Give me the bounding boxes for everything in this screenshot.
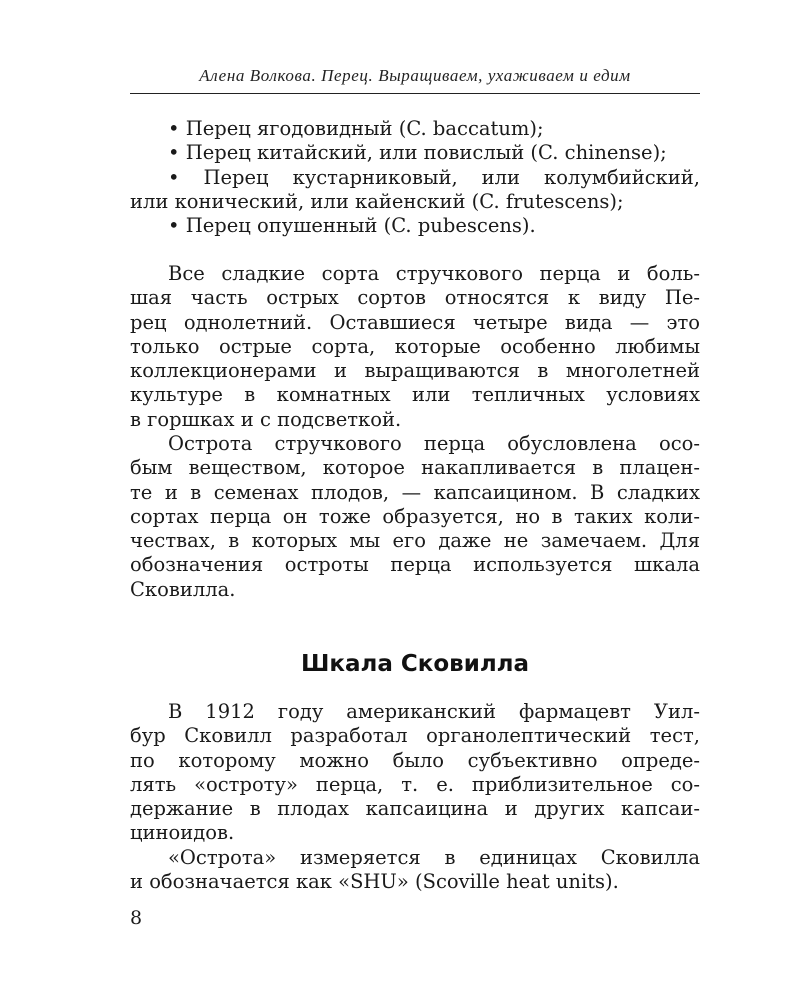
header-divider (130, 93, 700, 94)
text-line: культуре в комнатных или тепличных условиях (130, 383, 700, 407)
text-line: коллекционерами и выращиваются в многолетней (130, 359, 700, 383)
text-line: только острые сорта, которые особенно любимы (130, 334, 700, 358)
list-item-frutescens-line-1: • Перец кустарниковый, или колумбийский, (168, 165, 700, 189)
list-item-frutescens-line-2: или конический, или кайенский (C. frutescens); (130, 189, 624, 213)
species-list (130, 117, 700, 238)
list-item-chinense: • Перец китайский, или повислый (C. chinense); (168, 141, 667, 165)
text-line: лять «остроту» перца, т. е. приблизительное со- (130, 772, 700, 796)
text-line: «Острота» измеряется в единицах Сковилла (168, 846, 700, 869)
text-line: те и в семенах плодов, — капсаицином. В сладких (130, 480, 700, 504)
running-header: Алена Волкова. Перец. Выращиваем, ухаживаем и едим (199, 66, 631, 85)
list-item-baccatum: • Перец ягодовидный (C. baccatum); (168, 117, 544, 140)
text-line: и обозначается как «SHU» (Scoville heat units). (130, 870, 619, 894)
text-line: Сковилла. (130, 577, 236, 601)
text-line: бур Сковилл разработал органолептический тест, (130, 724, 700, 748)
text-line: Все сладкие сорта стручкового перца и боль- (168, 262, 700, 285)
list-item-pubescens: • Перец опушенный (C. pubescens). (168, 214, 536, 238)
text-line: бым веществом, которое накапливается в плацен- (130, 456, 700, 480)
text-line: держание в плодах капсаицина и других капсаи- (130, 797, 700, 821)
text-line: по которому можно было субъективно опреде- (130, 748, 700, 772)
text-line: чествах, в которых мы его даже не замечаем. Для (130, 529, 700, 553)
paragraph-shu-units (130, 846, 700, 895)
text-line: рец однолетний. Оставшиеся четыре вида — это (130, 310, 700, 334)
text-line: шая часть острых сортов относятся к виду Пе- (130, 286, 700, 310)
paragraph-sweet-varieties (130, 262, 700, 432)
page-number: 8 (130, 907, 143, 929)
text-line: обозначения остроты перца используется шкала (130, 553, 700, 577)
text-line: циноидов. (130, 821, 235, 845)
section-heading: Шкала Сковилла (300, 651, 530, 677)
text-line: В 1912 году американский фармацевт Уил- (168, 700, 700, 723)
text-line: сортах перца он тоже образуется, но в таких коли- (130, 504, 700, 528)
paragraph-scoville-history (130, 700, 700, 846)
paragraph-capsaicin (130, 432, 700, 602)
text-line: Острота стручкового перца обусловлена осо- (168, 432, 700, 455)
text-line: в горшках и с подсветкой. (130, 407, 402, 431)
